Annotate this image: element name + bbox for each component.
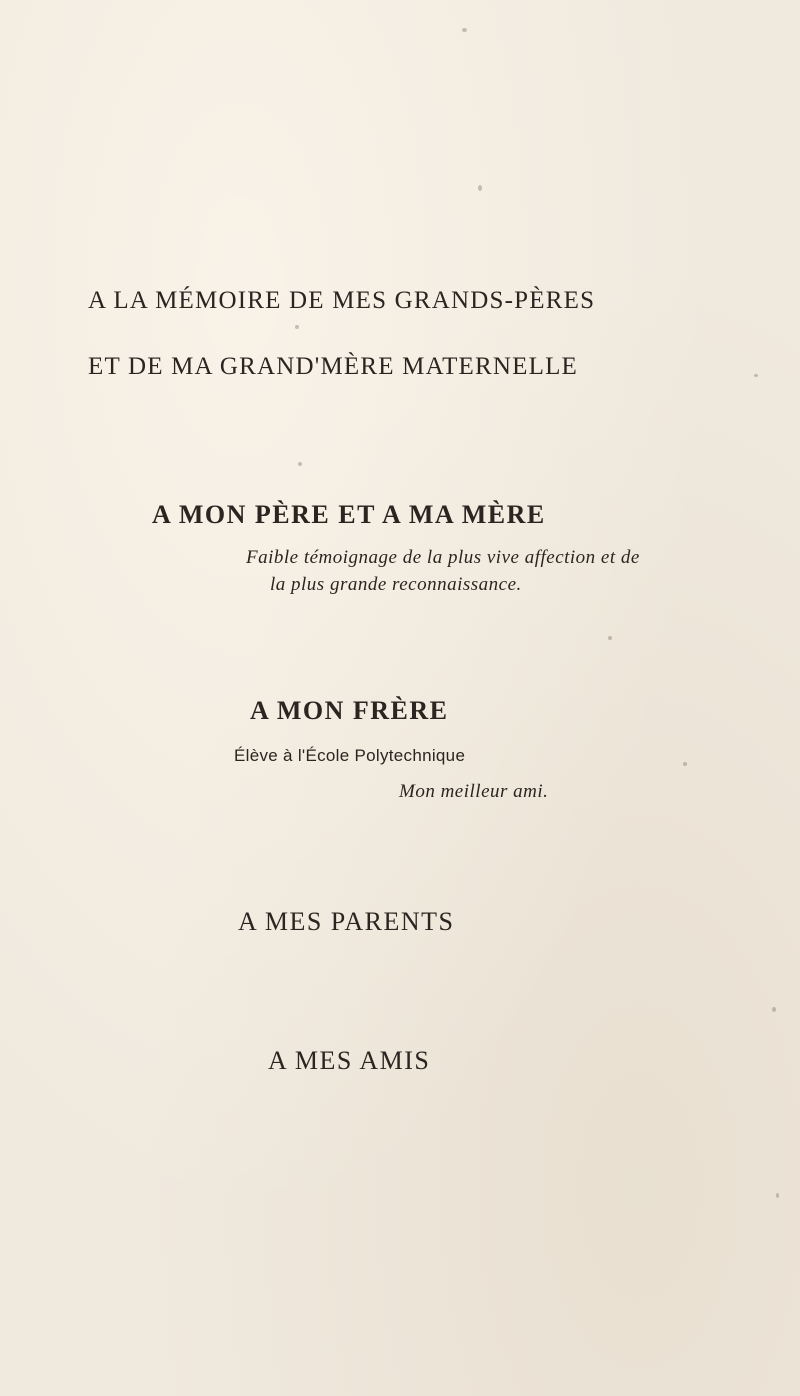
dedication-subtitle: Élève à l'École Polytechnique [234, 746, 466, 765]
dedication-text: Faible témoignage de la plus vive affection et de [246, 547, 640, 568]
dedication-line: ET DE MA GRAND'MÈRE MATERNELLE [88, 353, 579, 380]
dedication-title: A MON FRÈRE [250, 696, 449, 725]
dedication-text: la plus grande reconnaissance. [270, 574, 522, 595]
dedication-line: A LA MÉMOIRE DE MES GRANDS-PÈRES [88, 287, 596, 314]
dedication-note: Mon meilleur ami. [399, 781, 549, 802]
dedication-title: A MES PARENTS [238, 907, 455, 936]
dedication-title: A MON PÈRE ET A MA MÈRE [152, 500, 546, 529]
dedication-title: A MES AMIS [268, 1046, 431, 1075]
